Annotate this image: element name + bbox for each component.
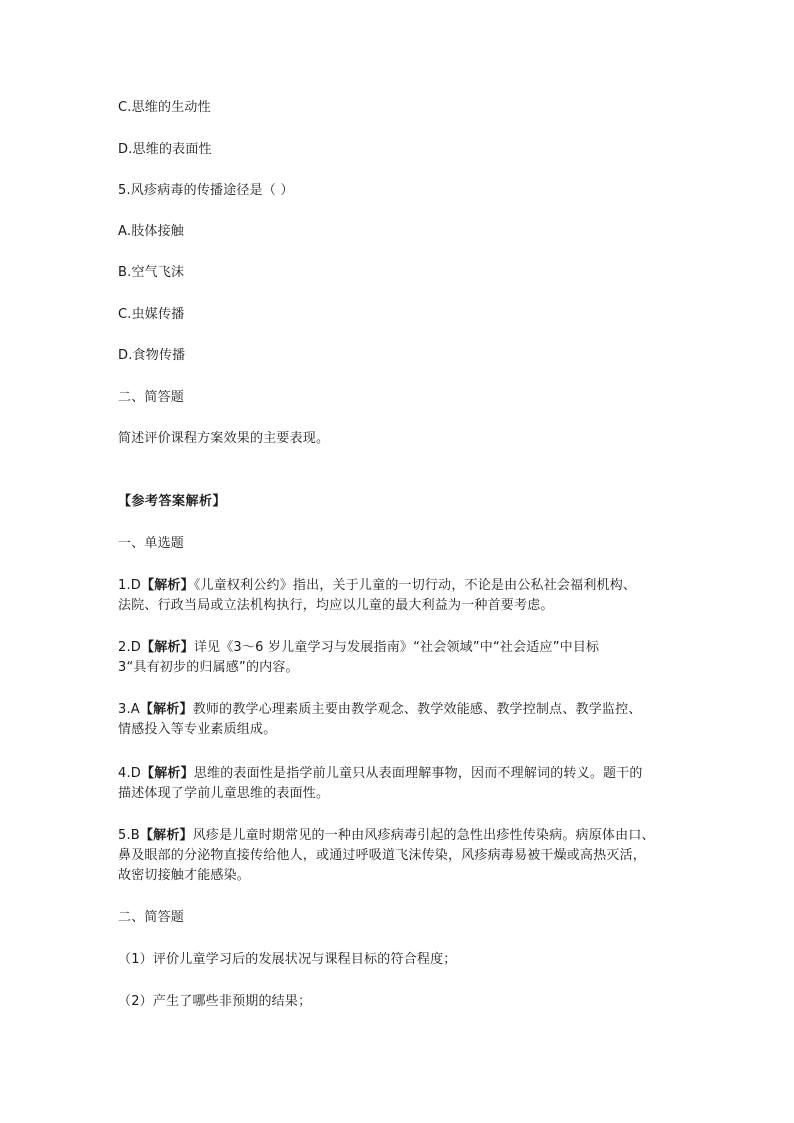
q5-option-b: B.空气飞沫 bbox=[118, 265, 185, 280]
answer-3-tag: 【解析】 bbox=[139, 702, 193, 717]
q4-option-d: D.思维的表面性 bbox=[118, 142, 212, 157]
answer-2-tag: 【解析】 bbox=[141, 640, 194, 655]
answer-4-line-2: 描述体现了学前儿童思维的表面性。 bbox=[118, 786, 330, 801]
answer-1-tag: 【解析】 bbox=[141, 578, 194, 593]
answer-5-line-3: 故密切接触才能感染。 bbox=[118, 868, 251, 883]
answer-5-line-2: 鼻及眼部的分泌物直接传给他人，或通过呼吸道飞沫传染，风疹病毒易被干燥或高热灭活， bbox=[118, 848, 647, 863]
answer-4-number: 4.D bbox=[118, 766, 142, 781]
answer-4-text-1: 思维的表面性是指学前儿童只从表面理解事物，因而不理解词的转义。题干的 bbox=[193, 766, 643, 781]
answers-short-answer-heading: 二、简答题 bbox=[118, 910, 185, 925]
single-choice-heading: 一、单选题 bbox=[118, 536, 185, 551]
answers-title: 【参考答案解析】 bbox=[118, 494, 227, 509]
answer-5-line-1 bbox=[118, 826, 678, 846]
answer-4-line-1 bbox=[118, 764, 678, 784]
answer-1-line-1 bbox=[118, 576, 678, 596]
answer-5-number: 5.B bbox=[118, 828, 140, 843]
short-answer-question: 简述评价课程方案效果的主要表现。 bbox=[118, 431, 330, 446]
short-answer-point-1: （1）评价儿童学习后的发展状况与课程目标的符合程度； bbox=[118, 952, 457, 967]
q5-option-d: D.食物传播 bbox=[118, 348, 186, 363]
answer-3-line-1 bbox=[118, 700, 678, 720]
short-answer-heading: 二、简答题 bbox=[118, 390, 185, 405]
q5-option-c: C.虫媒传播 bbox=[118, 307, 185, 322]
q5-option-a: A.肢体接触 bbox=[118, 224, 184, 239]
answer-3-line-2: 情感投入等专业素质组成。 bbox=[118, 722, 277, 737]
answer-1-text-1: 《儿童权利公约》指出，关于儿童的一切行动，不论是由公私社会福利机构、 bbox=[193, 578, 637, 593]
answer-4-tag: 【解析】 bbox=[141, 766, 194, 781]
answer-3-text-1: 教师的教学心理素质主要由教学观念、教学效能感、教学控制点、教学监控、 bbox=[192, 702, 642, 717]
answer-3-number: 3.A bbox=[118, 702, 140, 717]
answer-2-number: 2.D bbox=[118, 640, 142, 655]
answer-2-text-1: 详见《3～6 岁儿童学习与发展指南》“社会领域”中“社会适应”中目标 bbox=[193, 640, 600, 655]
answer-5-tag: 【解析】 bbox=[139, 828, 193, 843]
answer-2-line-1 bbox=[118, 638, 678, 658]
answer-1-number: 1.D bbox=[118, 578, 142, 593]
answer-2-line-2: 3“具有初步的归属感”的内容。 bbox=[118, 660, 299, 675]
answer-5-text-1: 风疹是儿童时期常见的一种由风疹病毒引起的急性出疹性传染病。病原体由口、 bbox=[192, 828, 655, 843]
answer-1-line-2: 法院、行政当局或立法机构执行，均应以儿童的最大利益为一种首要考虑。 bbox=[118, 598, 554, 613]
short-answer-point-2: （2）产生了哪些非预期的结果； bbox=[118, 994, 312, 1009]
q5-stem: 5.风疹病毒的传播途径是（ ） bbox=[118, 183, 294, 198]
q4-option-c: C.思维的生动性 bbox=[118, 100, 211, 115]
